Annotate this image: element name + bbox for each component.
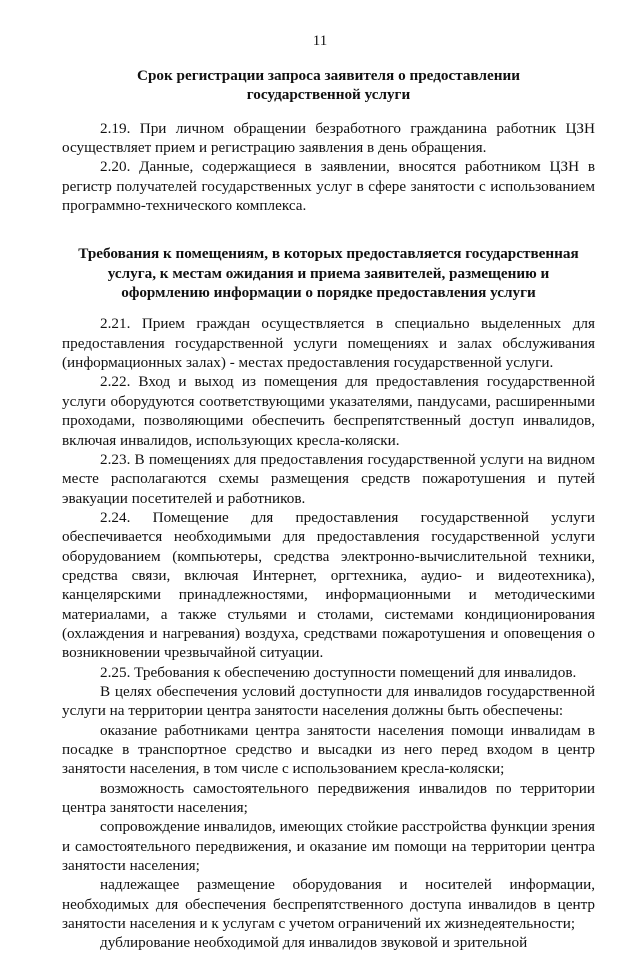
- section-heading-registration-term: Срок регистрации запроса заявителя о предоставлении государственной услуги: [137, 67, 520, 104]
- section-heading-premises-requirements: Требования к помещениям, в которых предоставляется государственная услуга, к местам ожидания и приема заявителей, размещению и оформлению информации о порядке предоставления услуги: [78, 245, 579, 302]
- paragraph-2-25: 2.25. Требования к обеспечению доступности помещений для инвалидов.: [100, 663, 577, 681]
- paragraph-2-19: 2.19. При личном обращении безработного гражданина работник ЦЗН осуществляет прием и регистрацию заявления в день обращения.: [62, 119, 595, 157]
- page-number: 11: [312, 33, 328, 49]
- paragraph-2-22: 2.22. Вход и выход из помещения для предоставления государственной услуги оборудуются соответствующими указателями, пандусами, расширенными проходами, позволяющими обеспечить беспрепятственный доступ инвалидов, включая инвалидов, использующих кресла-коляски.: [62, 373, 595, 449]
- page-content: [62, 66, 595, 953]
- list-item-escort: сопровождение инвалидов, имеющих стойкие расстройства функции зрения и самостоятельного передвижения, и оказание им помощи на территории центра занятости населения;: [62, 818, 595, 875]
- list-item-independent-movement: возможность самостоятельного передвижения инвалидов по территории центра занятости населения;: [62, 779, 595, 817]
- list-item-boarding-assistance: оказание работниками центра занятости населения помощи инвалидам в посадке в транспортное средство и высадки из него перед входом в центр занятости населения, в том числе с использованием кресла-коляски;: [62, 721, 595, 778]
- paragraph-2-24: 2.24. Помещение для предоставления государственной услуги обеспечивается необходимыми для предоставления государственной услуги оборудованием (компьютеры, средства электронно-вычислительной техники, средства связи, включая Интернет, оргтехника, аудио- и видеотехника), канцелярскими принадлежностями, информационными и методическими материалами, а также стульями и столами, системами кондиционирования (охлаждения и нагревания) воздуха, средствами пожаротушения и оповещения о возникновении чрезвычайной ситуации.: [62, 508, 595, 662]
- paragraph-accessibility-intro: В целях обеспечения условий доступности для инвалидов государственной услуги на территории центра занятости населения должны быть обеспечены:: [62, 682, 595, 720]
- paragraph-2-20: 2.20. Данные, содержащиеся в заявлении, вносятся работником ЦЗН в регистр получателей государственных услуг в сфере занятости с использованием программно-технического комплекса.: [62, 158, 595, 215]
- paragraph-2-21: 2.21. Прием граждан осуществляется в специально выделенных для предоставления государственной услуги помещениях и залах обслуживания (информационных залах) - местах предоставления государственной услуги.: [62, 315, 595, 372]
- list-item-duplication: дублирование необходимой для инвалидов звуковой и зрительной: [100, 934, 528, 952]
- paragraph-2-23: 2.23. В помещениях для предоставления государственной услуги на видном месте располагаются схемы размещения средств пожаротушения и путей эвакуации посетителей и работников.: [62, 450, 595, 507]
- list-item-equipment-placement: надлежащее размещение оборудования и носителей информации, необходимых для обеспечения беспрепятственного доступа инвалидов в центр занятости населения и к услугам с учетом ограничений их жизнедеятельности;: [62, 876, 595, 933]
